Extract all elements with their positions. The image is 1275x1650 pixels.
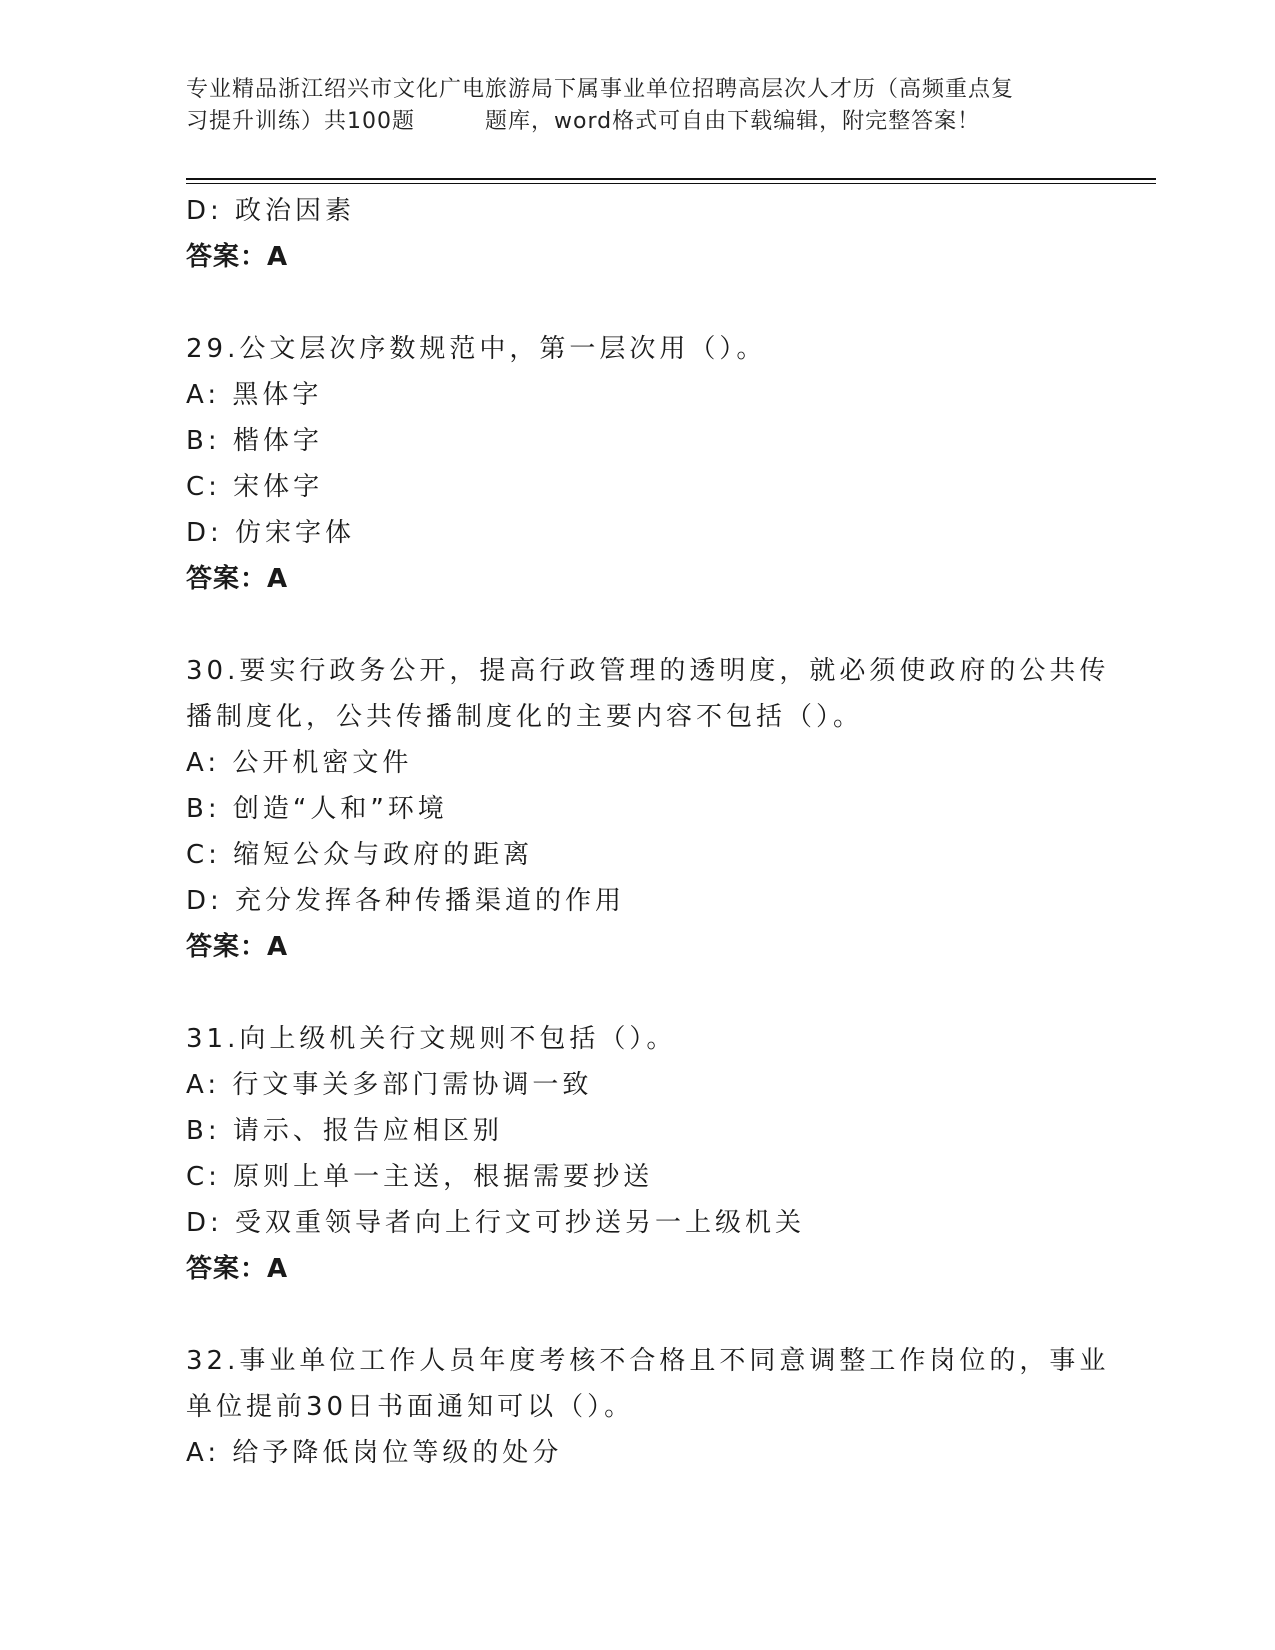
option-d: D: 受双重领导者向上行文可抄送另一上级机关	[186, 1208, 806, 1238]
header-title-line2	[186, 106, 1086, 138]
option-d: D: 仿宋字体	[186, 518, 356, 548]
spacer	[186, 970, 1086, 1016]
question-text-line1: 32.事业单位工作人员年度考核不合格且不同意调整工作岗位的，事业	[186, 1346, 1110, 1376]
spacer	[186, 1292, 1086, 1338]
option-d: D: 政治因素	[186, 196, 356, 226]
question-text-line2: 播制度化，公共传播制度化的主要内容不包括（）。	[186, 702, 864, 732]
option-b: B: 请示、报告应相区别	[186, 1116, 503, 1146]
question-block-28	[186, 188, 1086, 280]
option-c: C: 原则上单一主送，根据需要抄送	[186, 1162, 654, 1192]
answer-label: 答案：A	[186, 564, 289, 594]
answer-label: 答案：A	[186, 932, 289, 962]
header-title-line2-part2: 题库，word格式可自由下载编辑，附完整答案！	[485, 109, 981, 134]
spacer	[186, 280, 1086, 326]
option-a: A: 给予降低岗位等级的处分	[186, 1438, 563, 1468]
option-b: B: 楷体字	[186, 426, 323, 456]
question-block-31	[186, 1016, 1086, 1292]
question-text: 31.向上级机关行文规则不包括（）。	[186, 1024, 677, 1054]
option-b: B: 创造“人和”环境	[186, 794, 448, 824]
option-a: A: 公开机密文件	[186, 748, 413, 778]
question-block-29	[186, 326, 1086, 602]
question-text-line1: 30.要实行政务公开，提高行政管理的透明度，就必须使政府的公共传	[186, 656, 1110, 686]
spacer	[186, 602, 1086, 648]
header-title-line2-part1: 习提升训练）共100题	[186, 109, 415, 134]
document-header	[186, 74, 1086, 138]
header-divider-thick	[186, 178, 1156, 180]
option-a: A: 行文事关多部门需协调一致	[186, 1070, 593, 1100]
header-title-line1: 专业精品浙江绍兴市文化广电旅游局下属事业单位招聘高层次人才历（高频重点复	[186, 77, 1015, 102]
option-d: D: 充分发挥各种传播渠道的作用	[186, 886, 626, 916]
option-c: C: 宋体字	[186, 472, 324, 502]
question-text: 29.公文层次序数规范中，第一层次用（）。	[186, 334, 767, 364]
question-text-line2: 单位提前30日书面通知可以（）。	[186, 1392, 635, 1422]
answer-label: 答案：A	[186, 242, 289, 272]
question-list	[186, 188, 1110, 1476]
header-divider-thin	[186, 183, 1156, 184]
question-block-30	[186, 648, 1110, 970]
answer-label: 答案：A	[186, 1254, 289, 1284]
option-c: C: 缩短公众与政府的距离	[186, 840, 534, 870]
option-a: A: 黑体字	[186, 380, 323, 410]
question-block-32	[186, 1338, 1110, 1476]
